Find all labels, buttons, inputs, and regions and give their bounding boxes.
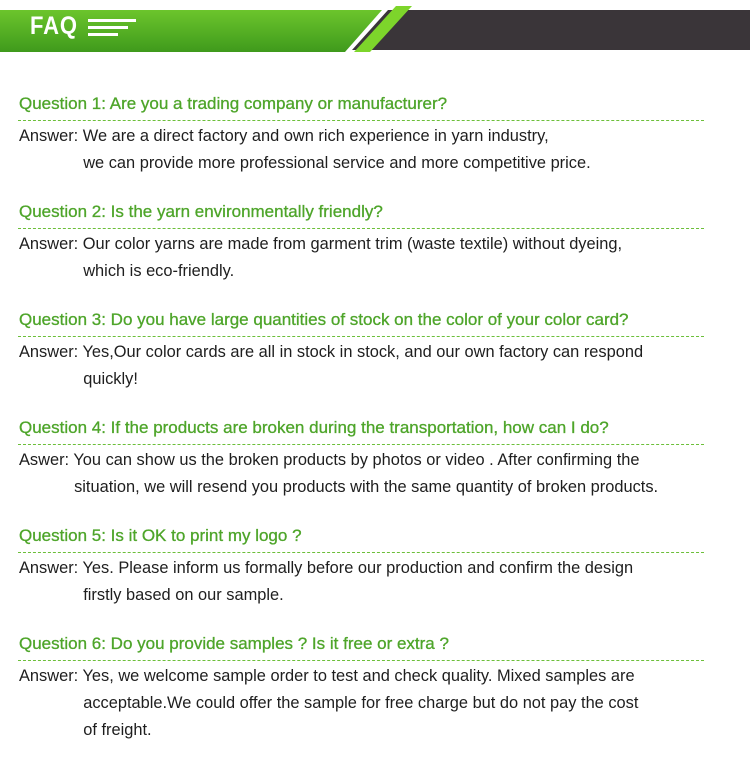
faq-item [0, 202, 750, 310]
dotted-divider [18, 660, 704, 661]
faq-item [0, 94, 750, 202]
answer-line: we can provide more professional service and more competitive price. [83, 154, 591, 172]
menu-lines-icon [88, 19, 136, 37]
answer-line: Yes,Our color cards are all in stock in stock, and our own factory can respond [82, 343, 644, 361]
answer-label: Answer: [19, 667, 79, 685]
answer-line: of freight. [83, 721, 152, 739]
answer-line: situation, we will resend you products with the same quantity of broken products. [74, 478, 659, 496]
dotted-divider [18, 228, 704, 229]
answer-line: You can show us the broken products by photos or video . After confirming the [73, 451, 640, 469]
faq-answer [19, 231, 739, 285]
faq-question: Question 2: Is the yarn environmentally friendly? [19, 202, 383, 221]
answer-line: acceptable.We could offer the sample for free charge but do not pay the cost [83, 694, 639, 712]
answer-line: Our color yarns are made from garment trim (waste textile) without dyeing, [82, 235, 623, 253]
answer-line: We are a direct factory and own rich experience in yarn industry, [82, 127, 549, 145]
answer-label: Answer: [19, 343, 79, 361]
answer-line: Yes. Please inform us formally before our production and confirm the design [82, 559, 634, 577]
faq-item [0, 418, 750, 526]
faq-banner [0, 0, 750, 52]
dotted-divider [18, 552, 704, 553]
faq-answer [19, 555, 739, 609]
faq-question: Question 5: Is it OK to print my logo ? [19, 526, 302, 545]
faq-answer [19, 663, 739, 744]
dotted-divider [18, 120, 704, 121]
faq-title: FAQ [30, 12, 78, 40]
faq-question: Question 3: Do you have large quantities of stock on the color of your color card? [19, 310, 629, 329]
faq-answer [19, 339, 739, 393]
faq-question: Question 4: If the products are broken during the transportation, how can I do? [19, 418, 609, 437]
answer-line: which is eco-friendly. [83, 262, 235, 280]
answer-label: Answer: [19, 127, 79, 145]
faq-item [0, 526, 750, 634]
answer-label: Answer: [19, 559, 79, 577]
dotted-divider [18, 336, 704, 337]
answer-label: Aswer: [19, 451, 70, 469]
answer-label: Answer: [19, 235, 79, 253]
faq-answer [19, 123, 739, 177]
faq-question: Question 1: Are you a trading company or manufacturer? [19, 94, 448, 113]
faq-answer [19, 447, 739, 501]
faq-question: Question 6: Do you provide samples ? Is it free or extra ? [19, 634, 449, 653]
dotted-divider [18, 444, 704, 445]
answer-line: firstly based on our sample. [83, 586, 284, 604]
faq-item [0, 310, 750, 418]
faq-list [0, 94, 750, 742]
faq-item [0, 634, 750, 742]
answer-line: Yes, we welcome sample order to test and check quality. Mixed samples are [82, 667, 635, 685]
answer-line: quickly! [83, 370, 138, 388]
